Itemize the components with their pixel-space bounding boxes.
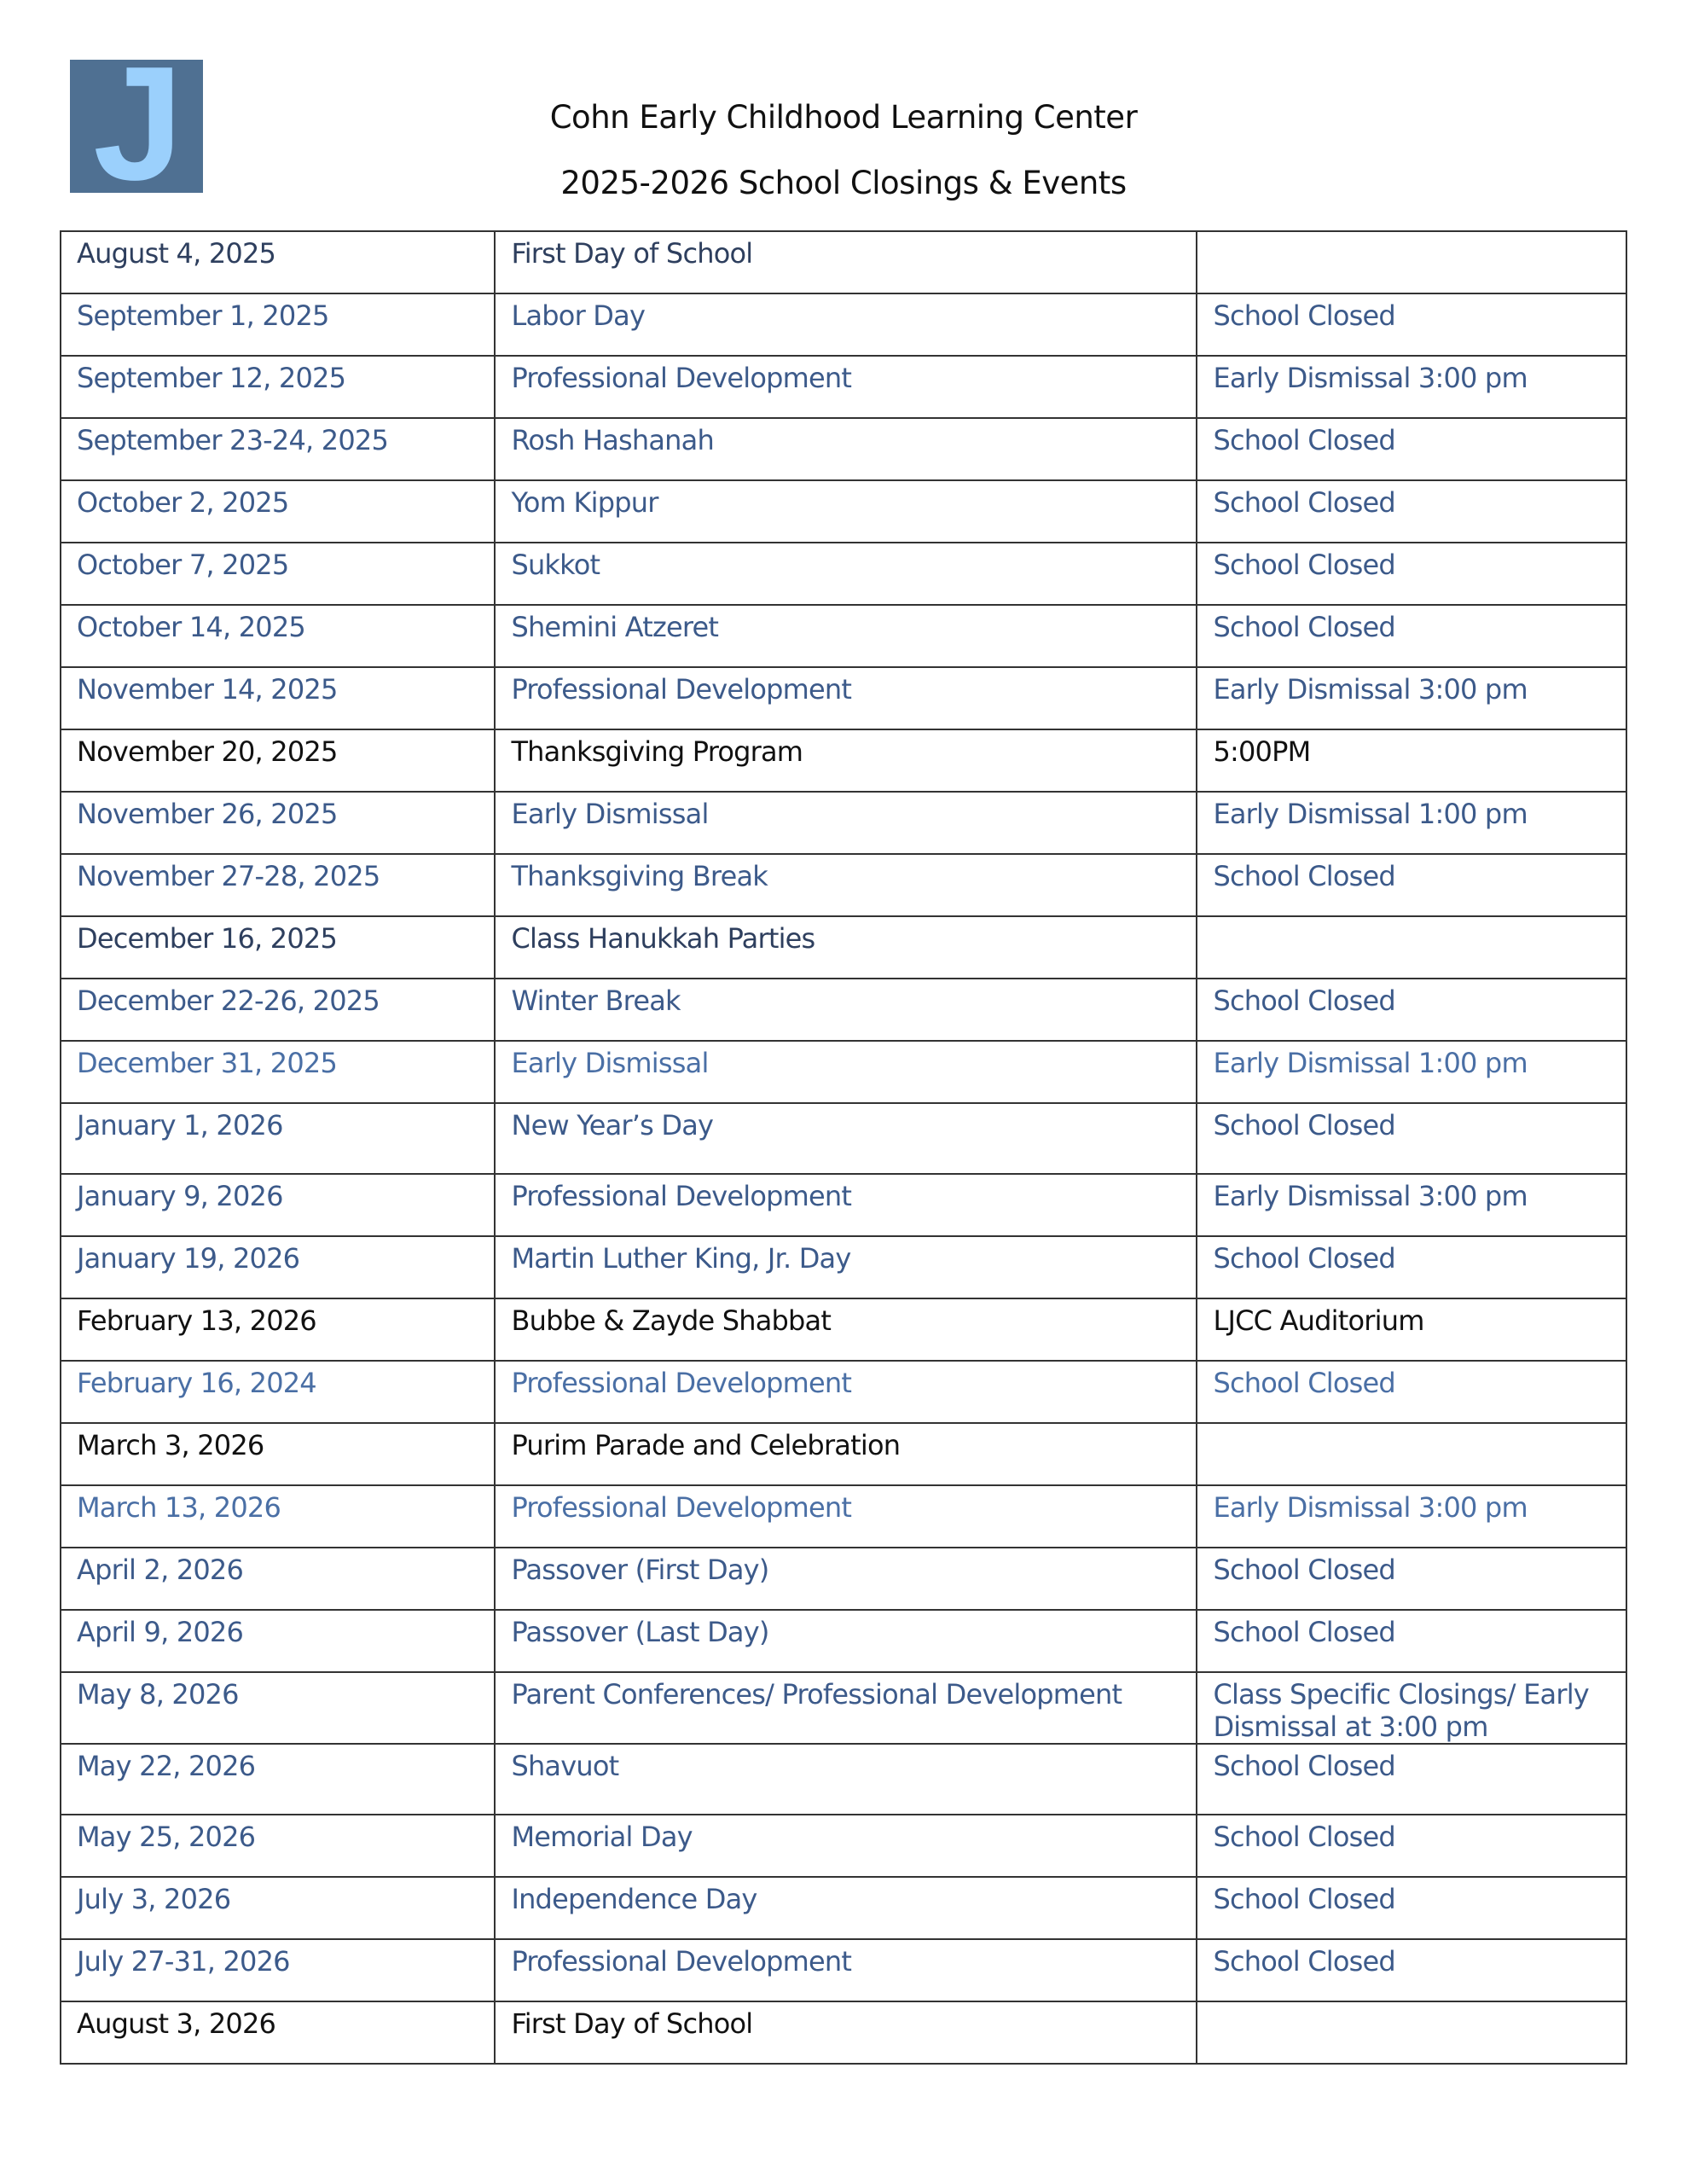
date-cell: December 22-26, 2025	[61, 979, 495, 1041]
table-row	[61, 356, 1626, 418]
event-cell: Bubbe & Zayde Shabbat	[495, 1298, 1197, 1361]
event-cell: Sukkot	[495, 543, 1197, 605]
status-cell: School Closed	[1197, 854, 1626, 916]
event-cell: Parent Conferences/ Professional Development	[495, 1672, 1197, 1744]
event-cell: New Year’s Day	[495, 1103, 1197, 1174]
table-row	[61, 1939, 1626, 2001]
event-cell: Passover (First Day)	[495, 1548, 1197, 1610]
status-cell: School Closed	[1197, 1236, 1626, 1298]
date-cell: August 3, 2026	[61, 2001, 495, 2064]
status-cell: Early Dismissal 1:00 pm	[1197, 792, 1626, 854]
date-cell: July 27-31, 2026	[61, 1939, 495, 2001]
page-subtitle: 2025-2026 School Closings & Events	[560, 165, 1127, 201]
date-cell: March 3, 2026	[61, 1423, 495, 1485]
status-cell: School Closed	[1197, 1610, 1626, 1672]
status-cell: Early Dismissal 1:00 pm	[1197, 1041, 1626, 1103]
date-cell: November 14, 2025	[61, 667, 495, 729]
table-row	[61, 1423, 1626, 1485]
event-cell: Shemini Atzeret	[495, 605, 1197, 667]
table-row	[61, 1298, 1626, 1361]
event-cell: Class Hanukkah Parties	[495, 916, 1197, 979]
logo-letter: J	[93, 60, 183, 193]
event-cell: Thanksgiving Program	[495, 729, 1197, 792]
status-cell: School Closed	[1197, 1815, 1626, 1877]
date-cell: December 16, 2025	[61, 916, 495, 979]
status-cell: School Closed	[1197, 1744, 1626, 1815]
date-cell: November 20, 2025	[61, 729, 495, 792]
events-table-body	[61, 231, 1626, 2064]
event-cell: Purim Parade and Celebration	[495, 1423, 1197, 1485]
date-cell: July 3, 2026	[61, 1877, 495, 1939]
date-cell: October 14, 2025	[61, 605, 495, 667]
table-row	[61, 916, 1626, 979]
date-cell: May 22, 2026	[61, 1744, 495, 1815]
table-row	[61, 1041, 1626, 1103]
date-cell: September 12, 2025	[61, 356, 495, 418]
event-cell: Professional Development	[495, 667, 1197, 729]
date-cell: February 16, 2024	[61, 1361, 495, 1423]
event-cell: Professional Development	[495, 1485, 1197, 1548]
table-row	[61, 729, 1626, 792]
status-cell: 5:00PM	[1197, 729, 1626, 792]
date-cell: August 4, 2025	[61, 231, 495, 293]
status-cell: School Closed	[1197, 480, 1626, 543]
table-row	[61, 1485, 1626, 1548]
date-cell: September 23-24, 2025	[61, 418, 495, 480]
date-cell: April 9, 2026	[61, 1610, 495, 1672]
table-row	[61, 979, 1626, 1041]
event-cell: Rosh Hashanah	[495, 418, 1197, 480]
date-cell: January 9, 2026	[61, 1174, 495, 1236]
date-cell: December 31, 2025	[61, 1041, 495, 1103]
date-cell: October 7, 2025	[61, 543, 495, 605]
table-row	[61, 854, 1626, 916]
event-cell: Winter Break	[495, 979, 1197, 1041]
event-cell: Yom Kippur	[495, 480, 1197, 543]
table-row	[61, 605, 1626, 667]
status-cell: School Closed	[1197, 1939, 1626, 2001]
table-row	[61, 1610, 1626, 1672]
status-cell: Early Dismissal 3:00 pm	[1197, 1174, 1626, 1236]
status-cell: School Closed	[1197, 418, 1626, 480]
event-cell: Independence Day	[495, 1877, 1197, 1939]
event-cell: Thanksgiving Break	[495, 854, 1197, 916]
status-cell: Class Specific Closings/ Early Dismissal at 3:00 pm	[1197, 1672, 1626, 1744]
event-cell: Early Dismissal	[495, 792, 1197, 854]
event-cell: First Day of School	[495, 231, 1197, 293]
table-row	[61, 1877, 1626, 1939]
event-cell: Professional Development	[495, 1174, 1197, 1236]
event-cell: Professional Development	[495, 1361, 1197, 1423]
status-cell	[1197, 916, 1626, 979]
date-cell: September 1, 2025	[61, 293, 495, 356]
status-cell: School Closed	[1197, 1361, 1626, 1423]
table-row	[61, 293, 1626, 356]
event-cell: First Day of School	[495, 2001, 1197, 2064]
status-cell	[1197, 1423, 1626, 1485]
date-cell: October 2, 2025	[61, 480, 495, 543]
status-cell: School Closed	[1197, 1548, 1626, 1610]
status-cell: Early Dismissal 3:00 pm	[1197, 667, 1626, 729]
status-cell: School Closed	[1197, 293, 1626, 356]
event-cell: Professional Development	[495, 1939, 1197, 2001]
event-cell: Memorial Day	[495, 1815, 1197, 1877]
table-row	[61, 667, 1626, 729]
event-cell: Shavuot	[495, 1744, 1197, 1815]
status-cell: Early Dismissal 3:00 pm	[1197, 356, 1626, 418]
status-cell: School Closed	[1197, 1103, 1626, 1174]
status-cell: School Closed	[1197, 1877, 1626, 1939]
event-cell: Martin Luther King, Jr. Day	[495, 1236, 1197, 1298]
table-row	[61, 1815, 1626, 1877]
status-cell	[1197, 231, 1626, 293]
event-cell: Passover (Last Day)	[495, 1610, 1197, 1672]
table-row	[61, 1174, 1626, 1236]
date-cell: January 1, 2026	[61, 1103, 495, 1174]
event-cell: Labor Day	[495, 293, 1197, 356]
table-row	[61, 2001, 1626, 2064]
table-row	[61, 1361, 1626, 1423]
date-cell: February 13, 2026	[61, 1298, 495, 1361]
event-cell: Early Dismissal	[495, 1041, 1197, 1103]
table-row	[61, 1103, 1626, 1174]
table-row	[61, 418, 1626, 480]
status-cell: School Closed	[1197, 979, 1626, 1041]
status-cell	[1197, 2001, 1626, 2064]
event-cell: Professional Development	[495, 356, 1197, 418]
table-row	[61, 1672, 1626, 1744]
date-cell: April 2, 2026	[61, 1548, 495, 1610]
table-row	[61, 480, 1626, 543]
date-cell: November 26, 2025	[61, 792, 495, 854]
table-row	[61, 543, 1626, 605]
date-cell: March 13, 2026	[61, 1485, 495, 1548]
status-cell: School Closed	[1197, 543, 1626, 605]
date-cell: January 19, 2026	[61, 1236, 495, 1298]
date-cell: May 25, 2026	[61, 1815, 495, 1877]
table-row	[61, 231, 1626, 293]
table-row	[61, 792, 1626, 854]
table-row	[61, 1744, 1626, 1815]
table-row	[61, 1548, 1626, 1610]
page-title: Cohn Early Childhood Learning Center	[549, 99, 1138, 136]
date-cell: May 8, 2026	[61, 1672, 495, 1744]
status-cell: School Closed	[1197, 605, 1626, 667]
date-cell: November 27-28, 2025	[61, 854, 495, 916]
events-table	[60, 230, 1627, 2065]
table-row	[61, 1236, 1626, 1298]
status-cell: Early Dismissal 3:00 pm	[1197, 1485, 1626, 1548]
status-cell: LJCC Auditorium	[1197, 1298, 1626, 1361]
